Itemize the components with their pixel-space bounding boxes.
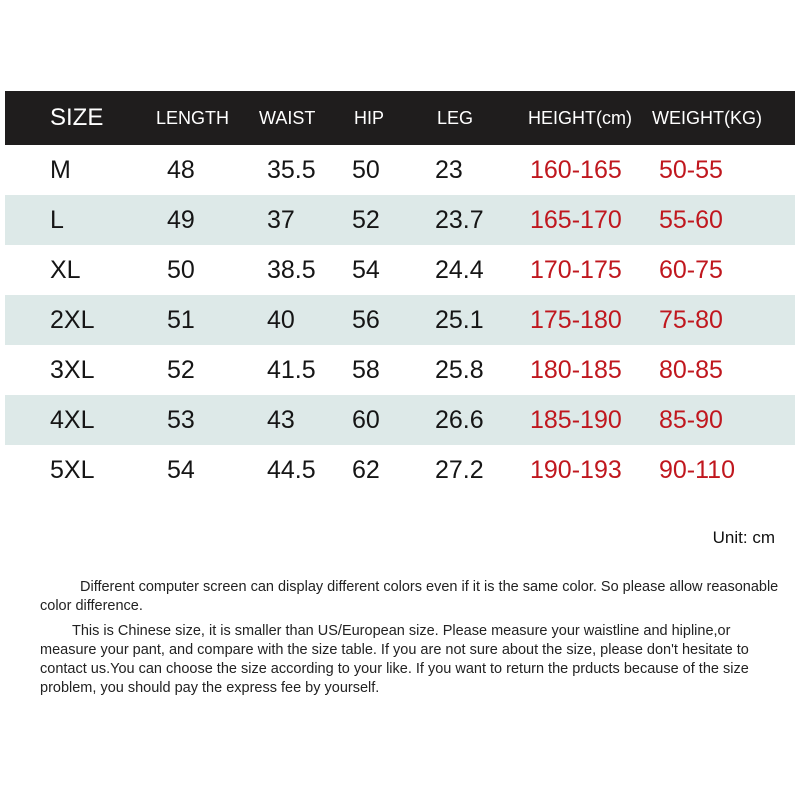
cell-weight: 85-90 [659,405,723,434]
header-hip: HIP [354,107,385,128]
cell-size: 2XL [50,305,95,334]
cell-leg: 25.8 [435,355,484,384]
cell-size: L [50,205,64,234]
cell-height: 175-180 [530,305,622,334]
cell-weight: 90-110 [659,455,735,484]
table-body [5,145,795,495]
cell-height: 160-165 [530,155,622,184]
cell-height: 165-170 [530,205,622,234]
cell-size: 3XL [50,355,95,384]
cell-hip: 52 [352,205,380,234]
cell-hip: 60 [352,405,380,434]
cell-leg: 24.4 [435,255,484,284]
cell-weight: 60-75 [659,255,723,284]
table-header [5,91,795,145]
header-leg: LEG [437,107,474,128]
cell-length: 51 [167,305,195,334]
cell-waist: 35.5 [267,155,316,184]
cell-leg: 25.1 [435,305,484,334]
cell-length: 48 [167,155,195,184]
size-chart-table [5,91,795,495]
cell-hip: 58 [352,355,380,384]
cell-length: 54 [167,455,195,484]
cell-waist: 38.5 [267,255,316,284]
cell-weight: 55-60 [659,205,723,234]
table-row [5,345,795,395]
cell-size: M [50,155,71,184]
cell-length: 52 [167,355,195,384]
color-disclaimer: Different computer screen can display different colors even if it is the same color. So please allow reasonable color difference. [40,579,779,614]
cell-leg: 26.6 [435,405,484,434]
notes [40,578,780,704]
cell-height: 190-193 [530,455,622,484]
cell-waist: 41.5 [267,355,316,384]
table-row [5,445,795,495]
header-waist: WAIST [259,107,316,128]
table-row [5,195,795,245]
cell-leg: 27.2 [435,455,484,484]
cell-size: 4XL [50,405,95,434]
cell-leg: 23.7 [435,205,484,234]
table-row [5,295,795,345]
header-size: SIZE [50,104,104,131]
cell-length: 49 [167,205,195,234]
cell-hip: 54 [352,255,380,284]
cell-hip: 56 [352,305,380,334]
cell-weight: 80-85 [659,355,723,384]
cell-leg: 23 [435,155,463,184]
cell-height: 185-190 [530,405,622,434]
header-height: HEIGHT(cm) [528,107,632,128]
cell-length: 50 [167,255,195,284]
cell-hip: 50 [352,155,380,184]
cell-length: 53 [167,405,195,434]
header-weight: WEIGHT(KG) [652,107,762,128]
cell-waist: 40 [267,305,295,334]
unit-label: Unit: cm [712,528,775,547]
header-length: LENGTH [156,107,230,128]
cell-height: 170-175 [530,255,622,284]
table-row [5,245,795,295]
cell-weight: 75-80 [659,305,723,334]
size-disclaimer: This is Chinese size, it is smaller than US/European size. Please measure your waistline and hipline,or measure your pant, and compare with the size table. If you are not sure about the size, please don't hesitate to contact us.You can choose the size according to your like. If you want to return the prducts because of the size problem, you should pay the express fee by yourself. [40,623,749,696]
table-row [5,395,795,445]
cell-waist: 44.5 [267,455,316,484]
cell-weight: 50-55 [659,155,723,184]
table-row [5,145,795,195]
cell-height: 180-185 [530,355,622,384]
cell-waist: 43 [267,405,295,434]
cell-hip: 62 [352,455,380,484]
cell-size: XL [50,255,81,284]
cell-size: 5XL [50,455,95,484]
cell-waist: 37 [267,205,295,234]
